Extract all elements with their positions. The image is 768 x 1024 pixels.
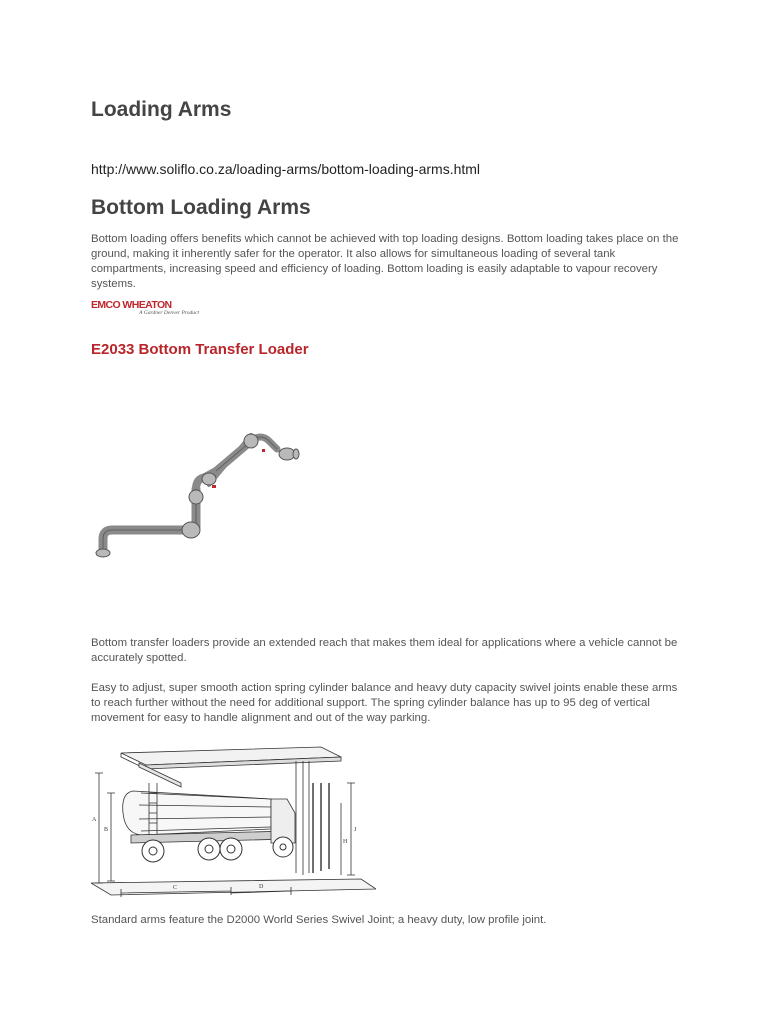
intro-paragraph: Bottom loading offers benefits which cannot be achieved with top loading designs. Bottom loading takes place on the ground, making it inherently safer for the operator. It also allows for simultaneous loading of several tank compartments, increasing speed and efficiency of loading. Bottom loading is easily adaptable to vapour recovery systems.: [91, 233, 679, 290]
dim-label-h: H: [343, 839, 348, 845]
logo-tagline: A Gardner Denver Product: [139, 310, 199, 316]
dim-label-b: B: [104, 827, 109, 833]
page-title: Loading Arms: [91, 98, 232, 121]
dim-label-a: A: [92, 817, 97, 823]
dim-label-j: J: [354, 827, 357, 833]
section-title: Bottom Loading Arms: [91, 196, 311, 219]
source-url: http://www.soliflo.co.za/loading-arms/bottom-loading-arms.html: [91, 161, 481, 177]
loading-arm-illustration: [91, 427, 316, 567]
truck-dimension-diagram: [91, 743, 376, 898]
product-title: E2033 Bottom Transfer Loader: [91, 341, 309, 358]
logo-wordmark: EMCO WHEATON: [91, 299, 172, 311]
paragraph-reach: Bottom transfer loaders provide an extended reach that makes them ideal for applications where a vehicle cannot be accurately spotted.: [91, 637, 678, 664]
paragraph-adjust: Easy to adjust, super smooth action spring cylinder balance and heavy duty capacity swivel joints enable these arms to reach further without the need for additional support. The spring cylinder balance has up to 95 deg of vertical movement for easy to handle alignment and out of the way parking.: [91, 682, 678, 724]
paragraph-swivel-joint: Standard arms feature the D2000 World Series Swivel Joint; a heavy duty, low profile joint.: [91, 914, 547, 926]
emco-wheaton-logo: [91, 300, 203, 320]
dim-label-c: C: [173, 885, 178, 891]
dim-label-d: D: [259, 884, 264, 890]
